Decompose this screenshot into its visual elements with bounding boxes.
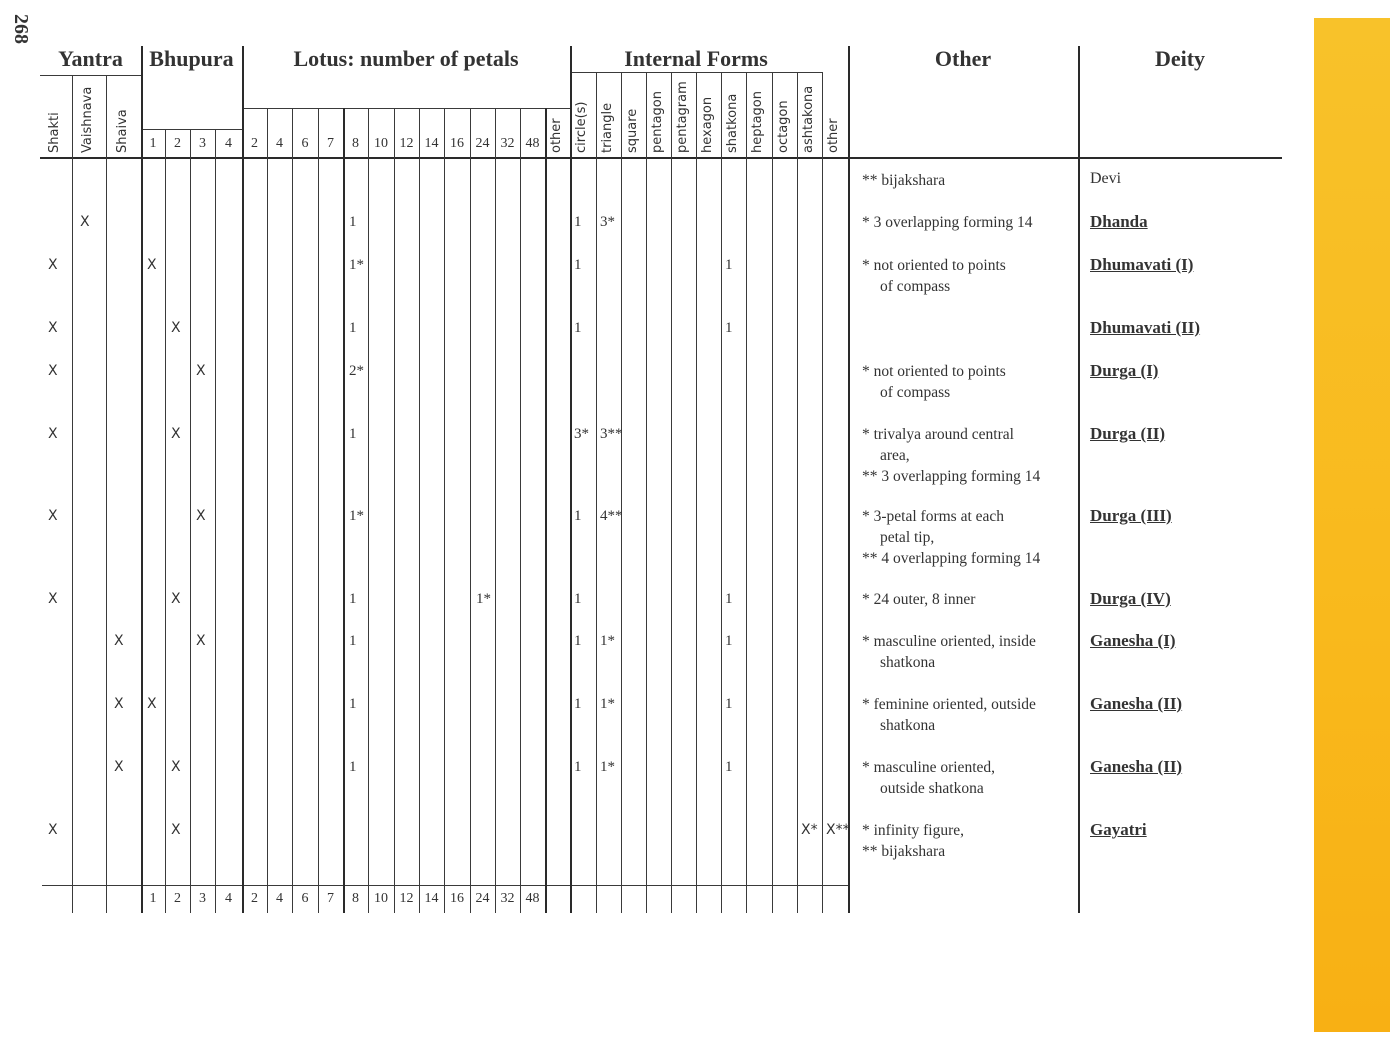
footer-rule (42, 885, 848, 886)
bhupura-col-divider (165, 129, 166, 913)
internal-col-label: ashtakona (800, 85, 816, 153)
internal-col-label: triangle (599, 102, 615, 153)
table-cell: 1 (725, 759, 733, 775)
footer-lotus-label: 2 (251, 891, 258, 906)
table-cell: 1 (574, 759, 582, 775)
table-cell: 1 (349, 320, 357, 336)
lotus-col-divider (470, 108, 471, 913)
deity-name[interactable]: Ganesha (II) (1090, 694, 1183, 713)
table-cell: 3** (600, 426, 623, 442)
note-line: * 3-petal forms at each (862, 508, 1005, 525)
internal-col-label: other (826, 118, 841, 153)
table-cell: X (147, 257, 157, 273)
bhupura-subheader-rule (141, 129, 242, 130)
table-cell: 2* (349, 363, 364, 379)
yantra-subheader-rule (40, 75, 141, 76)
table-cell: X (114, 633, 124, 649)
table-cell: 1 (349, 426, 357, 442)
table-cell: X (48, 591, 58, 607)
table-cell: 1 (725, 591, 733, 607)
table-cell: X (48, 363, 58, 379)
note-line: * 24 outer, 8 inner (862, 591, 976, 608)
lotus-col-divider (267, 108, 268, 913)
yantra-col-label-shakti: Shakti (47, 112, 62, 153)
lotus-col-divider (394, 108, 395, 913)
footer-lotus-label: 10 (374, 891, 388, 906)
internal-col-label: octagon (775, 100, 791, 153)
note-line: shatkona (880, 717, 936, 734)
note-line: * masculine oriented, (862, 759, 995, 776)
other-note (862, 212, 1087, 233)
table-cell: 1 (574, 257, 582, 273)
table-cell: 1 (725, 633, 733, 649)
lotus-col-divider (444, 108, 445, 913)
footer-lotus-label: 12 (399, 891, 414, 906)
group-divider (848, 46, 850, 913)
internal-col-label: heptagon (750, 91, 765, 153)
table-cell: 1 (725, 320, 733, 336)
table-cell: X (196, 508, 206, 524)
deity-name[interactable]: Gayatri (1090, 820, 1147, 839)
internal-col-label: hexagon (699, 96, 715, 153)
table-cell: 1 (574, 508, 582, 524)
table-cell: 3* (600, 214, 615, 230)
deity-group-title: Deity (1154, 46, 1206, 71)
internal-col-divider (596, 72, 597, 913)
chapter-tab-band (1314, 18, 1390, 1032)
footer-lotus-label: 6 (301, 891, 309, 906)
table-cell: 1 (574, 591, 582, 607)
note-line: * feminine oriented, outside (862, 696, 1036, 713)
deity-name[interactable]: Dhumavati (II) (1090, 318, 1201, 337)
note-line: ** 4 overlapping forming 14 (862, 550, 1041, 567)
footer-lotus-label: 14 (424, 891, 439, 906)
group-divider (141, 46, 143, 913)
note-line: outside shatkona (880, 780, 984, 797)
note-line: of compass (880, 384, 951, 401)
table-cell: X (48, 822, 58, 838)
table-cell: 1 (349, 591, 357, 607)
lotus-col-label: 16 (450, 136, 464, 151)
yantra-col-divider (72, 75, 73, 913)
bhupura-col-divider (215, 129, 216, 913)
footer-bhupura-label: 3 (199, 891, 206, 906)
internal-col-label: shatkona (724, 93, 740, 153)
note-line: * 3 overlapping forming 14 (862, 214, 1033, 231)
lotus-col-divider (545, 108, 547, 913)
other-note (862, 820, 1087, 862)
bhupura-group-title: Bhupura (149, 46, 234, 71)
other-note (862, 170, 1087, 191)
table-cell: 1 (725, 696, 733, 712)
note-line: * not oriented to points (862, 257, 1006, 274)
table-cell: 1 (574, 214, 582, 230)
other-note (862, 757, 1087, 799)
footer-lotus-label: 16 (450, 891, 464, 906)
table-cell: X (80, 214, 90, 230)
lotus-col-label: 10 (374, 136, 388, 151)
table-cell: X (114, 759, 124, 775)
table-cell: 1* (476, 591, 491, 607)
note-line: * trivalya around central (862, 426, 1014, 443)
other-note (862, 255, 1087, 297)
internal-col-divider (721, 72, 722, 913)
table-cell: 3* (574, 426, 589, 442)
internal-col-label: circle(s) (574, 101, 589, 153)
footer-lotus-label: 8 (352, 891, 359, 906)
internal-col-label: pentagram (674, 81, 690, 153)
bhupura-col-label: 2 (174, 136, 181, 151)
bhupura-col-label: 1 (149, 136, 157, 151)
note-line: * masculine oriented, inside (862, 633, 1036, 650)
lotus-col-divider (419, 108, 420, 913)
group-divider (570, 46, 572, 913)
internal-col-divider (797, 72, 798, 913)
internal-col-label: square (624, 108, 640, 153)
table-cell: 1* (600, 696, 615, 712)
internal-col-divider (822, 72, 823, 913)
bhupura-col-label: 3 (199, 136, 206, 151)
internal-col-divider (671, 72, 672, 913)
note-line: * not oriented to points (862, 363, 1006, 380)
yantra-col-label-vaishnava: Vaishnava (80, 86, 95, 153)
lotus-col-divider (343, 108, 345, 913)
internal-col-divider (621, 72, 622, 913)
lotus-col-label-other: other (548, 118, 564, 153)
lotus-col-label: 4 (276, 136, 283, 151)
table-cell: 1 (725, 257, 733, 273)
other-note (862, 424, 1087, 487)
bhupura-col-divider (190, 129, 191, 913)
table-cell: 1 (574, 696, 582, 712)
footer-bhupura-label: 1 (149, 891, 157, 906)
table-cell: X (196, 363, 206, 379)
table-cell: 1 (349, 759, 357, 775)
lotus-col-label: 24 (475, 136, 490, 151)
other-note (862, 631, 1087, 673)
table-cell: X (171, 426, 181, 442)
page-number: 268 (10, 14, 32, 44)
table-cell: X (147, 696, 157, 712)
lotus-col-divider (368, 108, 369, 913)
table-cell: 1* (600, 633, 615, 649)
table-cell: X** (826, 822, 850, 838)
table-cell: X (196, 633, 206, 649)
table-cell: 1 (349, 214, 357, 230)
deity-name[interactable]: Durga (IV) (1090, 589, 1171, 608)
lotus-col-label: 48 (525, 136, 540, 151)
lotus-col-label: 7 (327, 136, 334, 151)
table-cell: X (48, 320, 58, 336)
table-cell: 1 (574, 633, 582, 649)
table-cell: X (171, 759, 181, 775)
footer-lotus-label: 48 (525, 891, 540, 906)
group-divider (242, 46, 244, 913)
table-cell: 1 (349, 696, 357, 712)
table-cell: 1* (349, 508, 364, 524)
internal-forms-group-title: Internal Forms (624, 46, 768, 71)
table-cell: 1 (349, 633, 357, 649)
lotus-col-divider (292, 108, 293, 913)
yantra-group-title: Yantra (58, 46, 123, 71)
bhupura-col-label: 4 (225, 136, 232, 151)
lotus-group-title: Lotus: number of petals (293, 46, 519, 71)
table-cell: X* (801, 822, 818, 838)
deity-name[interactable]: Dhumavati (I) (1090, 255, 1194, 274)
other-note (862, 361, 1087, 403)
deity-name[interactable]: Ganesha (I) (1090, 631, 1176, 650)
table-cell: X (48, 426, 58, 442)
internal-col-divider (646, 72, 647, 913)
table-cell: 4** (600, 508, 623, 524)
note-line: petal tip, (880, 529, 935, 546)
table-cell: X (171, 320, 181, 336)
deity-name[interactable]: Durga (I) (1090, 361, 1159, 380)
footer-lotus-label: 4 (276, 891, 283, 906)
note-line: ** bijakshara (862, 843, 946, 860)
table-cell: X (48, 257, 58, 273)
note-line: ** 3 overlapping forming 14 (862, 468, 1041, 485)
lotus-col-label: 8 (352, 136, 359, 151)
footer-lotus-label: 7 (327, 891, 334, 906)
yantra-col-label-shaiva: Shaiva (114, 109, 130, 153)
lotus-col-divider (520, 108, 521, 913)
yantra-col-divider (106, 75, 107, 913)
table-cell: 1* (349, 257, 364, 273)
table-cell: 1 (574, 320, 582, 336)
lotus-col-label: 2 (251, 136, 258, 151)
other-note (862, 694, 1087, 736)
lotus-col-label: 14 (424, 136, 439, 151)
deity-name[interactable]: Dhanda (1090, 212, 1148, 231)
internal-col-divider (696, 72, 697, 913)
deity-name: Devi (1090, 170, 1122, 187)
other-note (862, 589, 1087, 610)
table-cell: X (171, 822, 181, 838)
note-line: ** bijakshara (862, 172, 946, 189)
other-note (862, 506, 1087, 569)
note-line: * infinity figure, (862, 822, 965, 839)
lotus-col-divider (495, 108, 496, 913)
note-line: area, (880, 447, 910, 464)
deity-name[interactable]: Ganesha (II) (1090, 757, 1183, 776)
footer-lotus-label: 32 (500, 891, 515, 906)
footer-lotus-label: 24 (475, 891, 490, 906)
lotus-col-label: 32 (500, 136, 515, 151)
other-group-title: Other (934, 46, 992, 71)
footer-bhupura-label: 2 (174, 891, 181, 906)
internal-col-divider (746, 72, 747, 913)
internal-col-label: pentagon (649, 91, 665, 153)
table-cell: 1* (600, 759, 615, 775)
note-line: of compass (880, 278, 951, 295)
internal-col-divider (772, 72, 773, 913)
header-bottom-rule (40, 157, 1282, 159)
lotus-col-label: 12 (399, 136, 414, 151)
table-cell: X (171, 591, 181, 607)
table-cell: X (114, 696, 124, 712)
lotus-col-divider (318, 108, 319, 913)
footer-bhupura-label: 4 (225, 891, 232, 906)
table-cell: X (48, 508, 58, 524)
deity-name[interactable]: Durga (II) (1090, 424, 1166, 443)
deity-name[interactable]: Durga (III) (1090, 506, 1172, 525)
lotus-col-label: 6 (301, 136, 309, 151)
note-line: shatkona (880, 654, 936, 671)
